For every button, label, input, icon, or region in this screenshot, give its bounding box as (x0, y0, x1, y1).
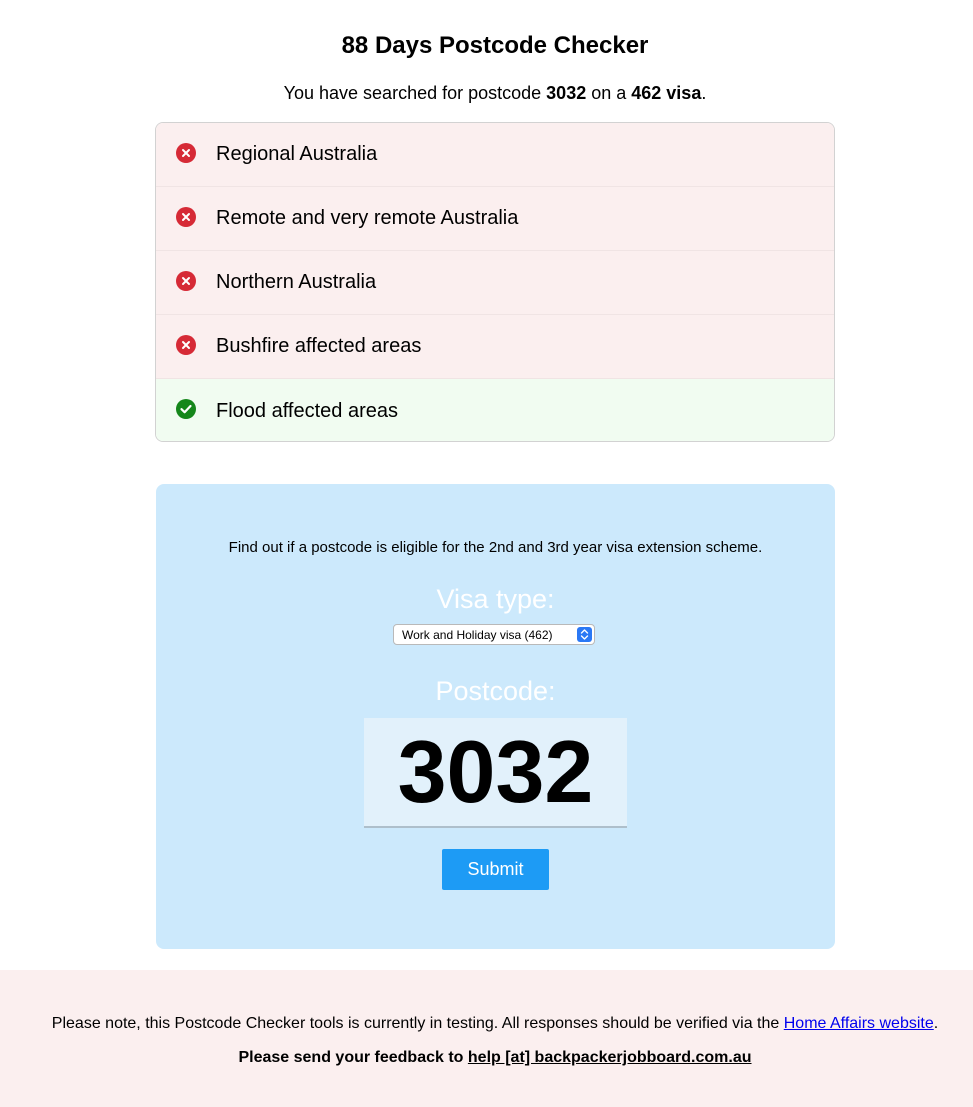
result-flood-areas (156, 379, 834, 442)
result-regional-australia (156, 123, 834, 187)
result-label: Regional Australia (216, 143, 378, 165)
home-affairs-link[interactable]: Home Affairs website (783, 1015, 934, 1032)
cross-circle-icon (176, 143, 196, 163)
footer (0, 970, 973, 1107)
footer-feedback (0, 1049, 973, 1067)
results-list (155, 122, 835, 442)
checker-form (156, 484, 835, 949)
result-label: Bushfire affected areas (216, 335, 422, 357)
cross-circle-icon (176, 335, 196, 355)
feedback-prefix: Please send your feedback to (238, 1049, 468, 1066)
summary-suffix: . (701, 83, 707, 103)
result-bushfire-areas (156, 315, 834, 379)
result-northern-australia (156, 251, 834, 315)
postcode-label: Postcode: (435, 676, 556, 706)
visa-type-label: Visa type: (436, 584, 555, 614)
result-label: Flood affected areas (216, 399, 398, 422)
footer-note-end: . (933, 1015, 939, 1032)
summary-prefix: You have searched for postcode (283, 83, 547, 103)
visa-type-selected: Work and Holiday visa (462) (402, 627, 553, 642)
form-intro: Find out if a postcode is eligible for the 2nd and 3rd year visa extension scheme. (228, 539, 763, 556)
visa-type-select[interactable] (393, 624, 595, 645)
result-label: Northern Australia (216, 271, 377, 293)
footer-note (0, 1015, 973, 1033)
check-circle-icon (176, 399, 196, 419)
postcode-input[interactable] (364, 718, 627, 828)
summary-postcode: 3032 (546, 83, 587, 103)
result-label: Remote and very remote Australia (216, 207, 519, 229)
cross-circle-icon (176, 271, 196, 291)
select-arrows-icon (577, 627, 592, 642)
footer-note-text: Please note, this Postcode Checker tools is currently in testing. All responses should be verified via the (51, 1015, 784, 1032)
result-remote-australia (156, 187, 834, 251)
page-title: 88 Days Postcode Checker (341, 32, 649, 59)
submit-button[interactable]: Submit (442, 849, 549, 890)
summary-mid: on a (586, 83, 632, 103)
feedback-email: help [at] backpackerjobboard.com.au (467, 1049, 752, 1066)
search-summary (0, 83, 973, 104)
summary-visa: 462 visa (631, 83, 702, 103)
cross-circle-icon (176, 207, 196, 227)
